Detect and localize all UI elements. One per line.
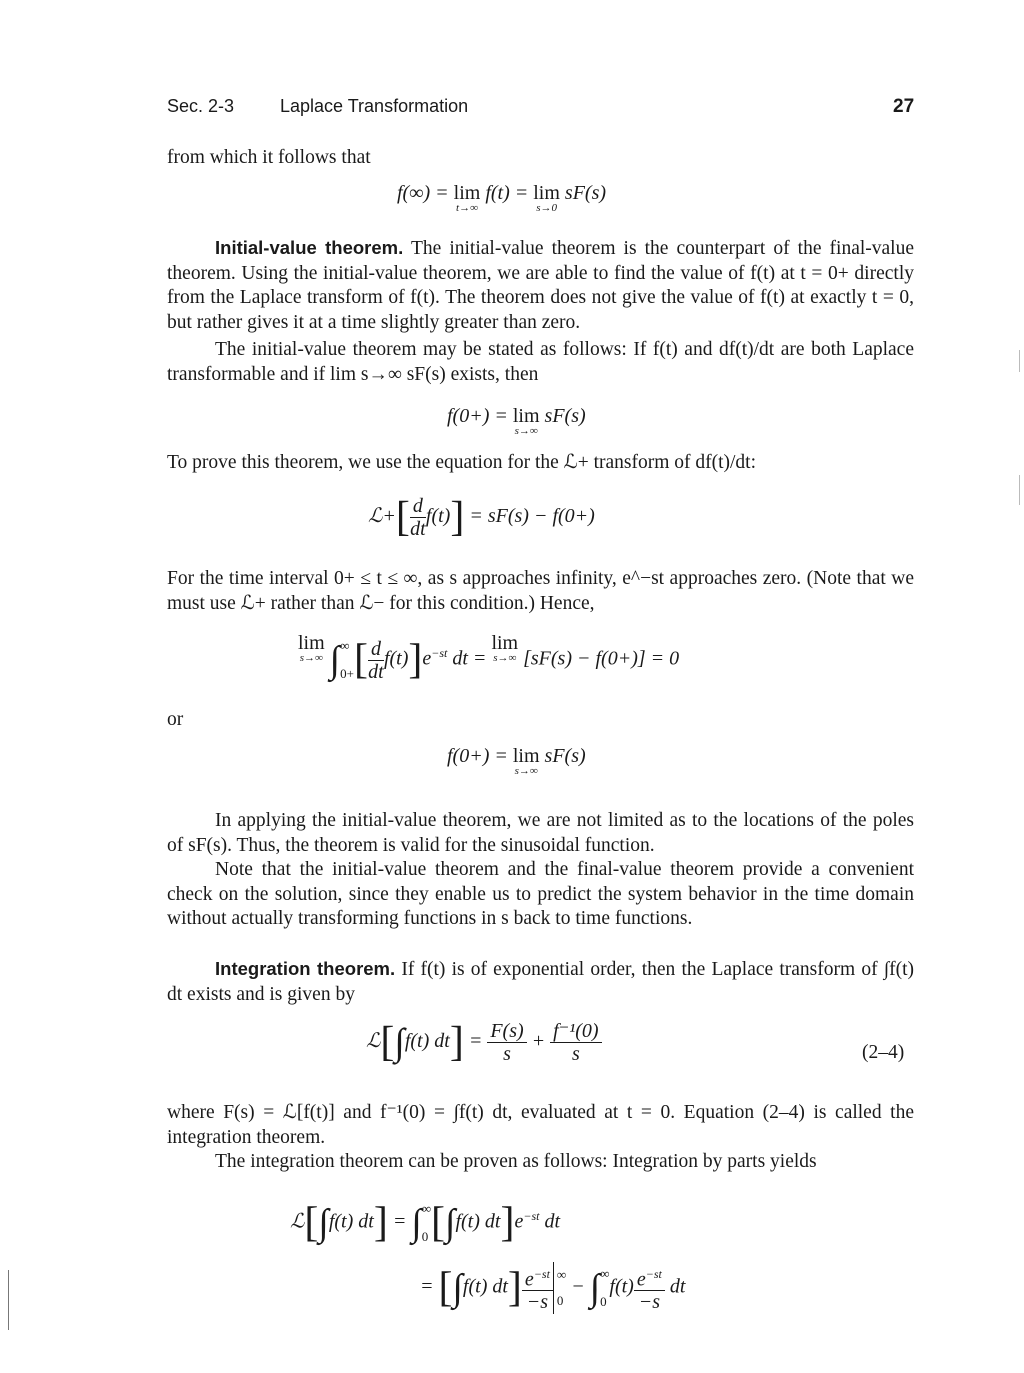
run-in-heading-integration: Integration theorem.	[215, 958, 396, 979]
eq3-num: d	[410, 495, 426, 518]
page-number: 27	[893, 96, 915, 117]
eq4-exp-sup: −st	[431, 645, 448, 660]
eq2-lhs: f(0+) =	[447, 405, 508, 427]
margin-mark	[1019, 475, 1020, 505]
eq1-lim1-sub: t→∞	[456, 202, 478, 214]
equation-derivative-transform: ℒ+[ $\frac{d}{dt}$ f(t)] = sF(s) − f(0+)	[368, 494, 595, 541]
eq1-rhs: sF(s)	[564, 182, 607, 204]
eq7-op: ℒ	[290, 1210, 305, 1233]
eq8-bar-lower: 0	[556, 1293, 564, 1308]
eq1-lhs: f(∞) =	[397, 182, 449, 204]
paragraph-initial-value	[167, 236, 914, 335]
eq3-rhs: = sF(s) − f(0+)	[469, 505, 595, 528]
eq7-inner2: f(t) dt	[455, 1210, 501, 1233]
eq8-minus: −	[571, 1275, 585, 1298]
eq1-mid: f(t) =	[485, 182, 529, 204]
eq7-eq: =	[392, 1210, 407, 1233]
margin-mark	[8, 1270, 9, 1330]
eq5-rhs: sF(s)	[544, 745, 586, 767]
eq2-lim-sub: s→∞	[514, 425, 538, 437]
paragraph-interval: For the time interval 0+ ≤ t ≤ ∞, as s approaches infinity, e^−st approaches zero. (Note that we must use ℒ+ rather than ℒ− for this condition.) Hence,	[167, 568, 914, 614]
paragraph-or: or	[167, 709, 184, 730]
run-in-heading-initial-value: Initial-value theorem.	[215, 237, 404, 258]
eq7-int-lower: 0	[421, 1229, 429, 1244]
eq8-eq: =	[420, 1275, 434, 1298]
eq3-inner: f(t)	[425, 505, 451, 528]
eq6-den2: s	[571, 1043, 580, 1065]
paragraph-integration	[167, 957, 914, 1007]
eq5-lhs: f(0+) =	[447, 745, 508, 767]
eq6-num1: F(s)	[487, 1020, 526, 1043]
eq8-inner: f(t) dt	[462, 1275, 508, 1298]
eq8-int-upper: ∞	[600, 1266, 610, 1281]
integration-text: If f(t) is of exponential order, then the Laplace transform of ∫f(t) dt exists and is given by	[167, 959, 915, 1005]
paragraph-proof: The integration theorem can be proven as follows: Integration by parts yields	[215, 1151, 817, 1172]
eq4-den: dt	[368, 660, 384, 683]
eq3-den: dt	[410, 518, 426, 540]
running-title: Laplace Transformation	[280, 96, 469, 116]
eq8-den: −s	[526, 1291, 549, 1314]
eq6-plus: +	[531, 1030, 546, 1053]
eq4-int-lower: 0+	[340, 666, 354, 681]
eq8-num: e	[524, 1268, 534, 1291]
eq5-lim: lim	[512, 745, 540, 767]
eq6-num2: f⁻¹(0)	[550, 1020, 601, 1043]
eq4-rhs: [sF(s) − f(0+)] = 0	[523, 647, 680, 670]
eq8-bar-upper: ∞	[556, 1267, 567, 1282]
equation-limit-integral: lim s→∞ ∫ ∞ 0+ [ $\frac{d}{dt}$ $f(t)]e^{-st}$ dt = lim s→∞ [sF(s) − f(0+)] = 0	[298, 632, 679, 688]
equation-integration-by-parts-1: ℒ[∫f(t) dt] = ∫ ∞ 0 [∫f(t) $dt]e^{-st}$ dt	[290, 1195, 560, 1251]
eq1-lim2: lim	[533, 182, 560, 204]
eq5-lim-sub: s→∞	[514, 765, 538, 777]
paragraph-check: Note that the initial-value theorem and the final-value theorem provide a convenient check on the solution, since they enable us to predict the system behavior in the time domain without actually transforming functions in s back to time functions.	[167, 859, 914, 929]
eq8-fn: f(t)	[609, 1275, 634, 1298]
equation-integration-theorem: ℒ[∫f(t) dt] = $\frac{F(s)}{s}$ + $\frac{\text{f⁻¹(0)}}{s}$	[366, 1020, 602, 1065]
eq8-den2: −s	[638, 1291, 660, 1314]
margin-mark	[1019, 350, 1020, 372]
eq2-rhs: sF(s)	[544, 405, 586, 427]
eq4-dt: dt =	[452, 647, 487, 670]
paragraph-proof-intro: To prove this theorem, we use the equation for the ℒ+ transform of df(t)/dt:	[167, 452, 757, 473]
eq7-exp: e	[514, 1210, 524, 1233]
equation-integration-by-parts-2: = [∫f(t) dt] $\frac{e^{-st}}{-s}$ ∞ 0 − ∫ ∞ 0 f(t) $\frac{e^{-st}}{-s}$ dt	[420, 1260, 685, 1316]
eq6-inner: f(t) dt	[404, 1030, 450, 1053]
eq8-int-lower: 0	[600, 1294, 607, 1309]
paragraph-poles: In applying the initial-value theorem, we are not limited as to the locations of the poles of sF(s). Thus, the theorem is valid for the sinusoidal function.	[167, 810, 914, 856]
eq3-op: ℒ+	[368, 505, 396, 528]
eq4-exp: e	[422, 647, 432, 670]
eq2-lim: lim	[512, 405, 540, 427]
eq4-num: d	[368, 638, 384, 661]
equation-initial-value-result	[447, 745, 586, 777]
eq6-den1: s	[503, 1043, 511, 1065]
eq6-op: ℒ	[366, 1030, 381, 1053]
eq1-lim1: lim	[453, 182, 481, 204]
equation-initial-value	[447, 405, 586, 437]
paragraph-intro: from which it follows that	[167, 147, 371, 168]
paragraph-where: where F(s) = ℒ[f(t)] and f⁻¹(0) = ∫f(t) dt, evaluated at t = 0. Equation (2–4) is called the integration theorem.	[167, 1102, 914, 1148]
eq4-int-upper: ∞	[340, 638, 350, 653]
eq8-num2: e	[636, 1268, 646, 1291]
initial-value-text: The initial-value theorem is the counterpart of the final-value theorem. Using the initial-value theorem, we are able to find the value of f(t) at t = 0+ directly from the Laplace transform of f(t). The theorem does not give the value of f(t) at exactly t = 0, but rather gives it at a time slightly greater than zero.	[167, 238, 915, 333]
equation-final-value	[397, 182, 606, 214]
eq7-inner: f(t) dt	[328, 1210, 374, 1233]
eq8-dt: dt	[669, 1275, 686, 1298]
paragraph-statement: The initial-value theorem may be stated as follows: If f(t) and df(t)/dt are both Laplace transformable and if lim s→∞ sF(s) exists, then	[167, 339, 914, 385]
eq6-eq: =	[468, 1030, 483, 1053]
eq7-exp-sup: −st	[523, 1208, 540, 1223]
eq7-int-upper: ∞	[421, 1201, 432, 1216]
eq4-inner: f(t)	[383, 647, 409, 670]
eq4-lim1-sub: s→∞	[299, 652, 323, 664]
eq7-dt: dt	[544, 1210, 561, 1233]
section-number: Sec. 2-3	[167, 96, 235, 116]
eq8-num-sup: −st	[533, 1266, 550, 1281]
eq1-lim2-sub: s→0	[536, 202, 557, 214]
eq4-lim2: lim	[491, 632, 519, 654]
eq4-lim1: lim	[298, 632, 325, 654]
eq8-num2-sup: −st	[645, 1266, 662, 1281]
equation-number: (2–4)	[862, 1042, 905, 1063]
eq4-lim2-sub: s→∞	[493, 652, 517, 664]
